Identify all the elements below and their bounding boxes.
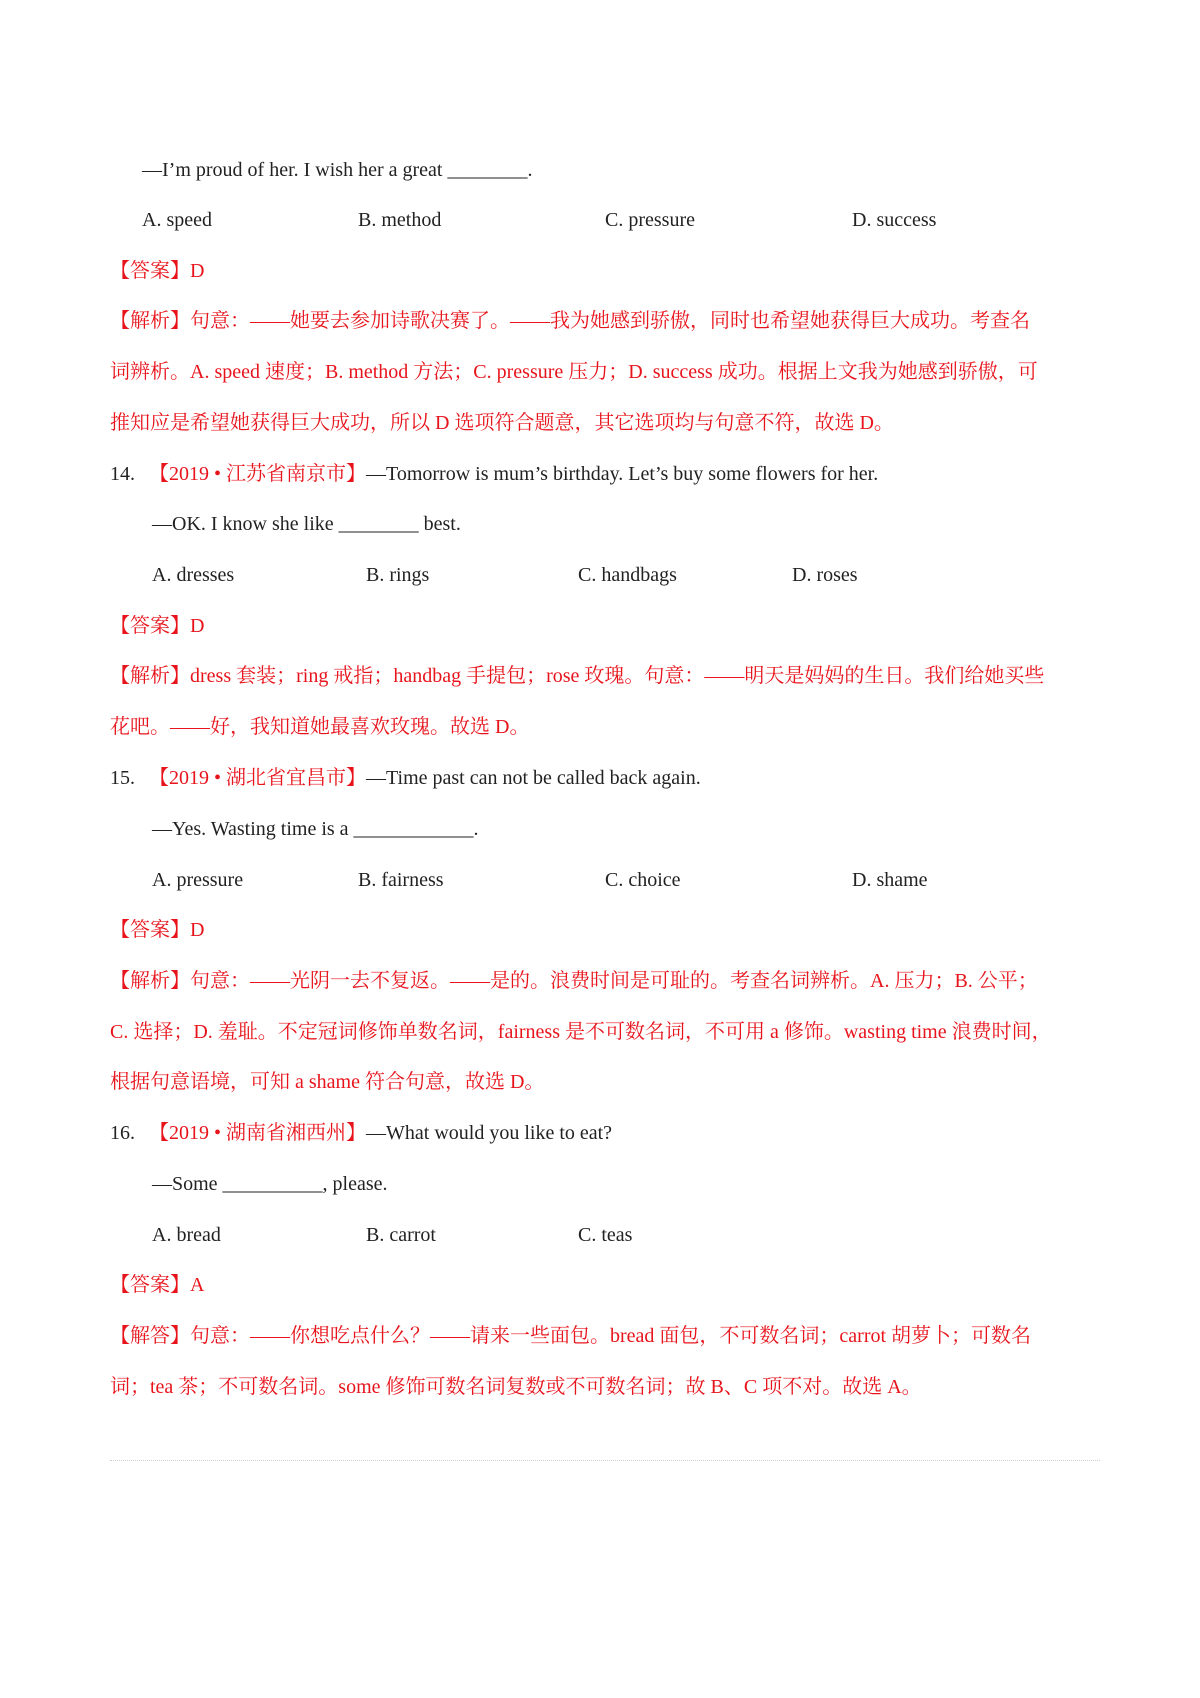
q14-heading	[110, 460, 878, 488]
q16-analysis-line-1: 【解答】句意：——你想吃点什么？——请来一些面包。bread 面包，不可数名词；carrot 胡萝卜；可数名	[110, 1325, 1032, 1347]
q16-option-b: B. carrot	[366, 1224, 436, 1246]
q14-option-c: C. handbags	[578, 564, 677, 586]
q14-source: 【2019 • 江苏省南京市】	[149, 463, 367, 485]
q16-option-c: C. teas	[578, 1224, 633, 1246]
q15-answer: 【答案】D	[110, 919, 205, 941]
q13-option-c: C. pressure	[605, 209, 695, 231]
q14-option-a: A. dresses	[152, 564, 235, 586]
q15-analysis-line-3: 根据句意语境，可知 a shame 符合句意，故选 D。	[110, 1071, 545, 1093]
q15-reply: —Yes. Wasting time is a ____________.	[152, 818, 479, 840]
q16-prompt: —What would you like to eat?	[366, 1122, 613, 1144]
q14-analysis-line-1: 【解析】dress 套装；ring 戒指；handbag 手提包；rose 玫瑰。句意：——明天是妈妈的生日。我们给她买些	[110, 665, 1045, 687]
q14-number: 14.	[110, 463, 135, 485]
q15-option-d: D. shame	[852, 869, 928, 891]
q14-answer: 【答案】D	[110, 615, 205, 637]
page-divider	[110, 1460, 1100, 1461]
q13-option-a: A. speed	[142, 209, 212, 231]
q16-option-a: A. bread	[152, 1224, 221, 1246]
q14-analysis-line-2: 花吧。——好，我知道她最喜欢玫瑰。故选 D。	[110, 716, 530, 738]
q16-reply: —Some __________, please.	[152, 1173, 388, 1195]
q15-option-b: B. fairness	[358, 869, 444, 891]
q13-option-b: B. method	[358, 209, 442, 231]
q15-analysis-line-2: C. 选择；D. 羞耻。不定冠词修饰单数名词，fairness 是不可数名词，不可用 a 修饰。wasting time 浪费时间，	[110, 1021, 1052, 1043]
q15-prompt: —Time past can not be called back again.	[366, 767, 701, 789]
q13-reply: —I’m proud of her. I wish her a great ________.	[142, 159, 533, 181]
q13-answer: 【答案】D	[110, 260, 205, 282]
q16-number: 16.	[110, 1122, 135, 1144]
q15-number: 15.	[110, 767, 135, 789]
q13-option-d: D. success	[852, 209, 937, 231]
q14-option-d: D. roses	[792, 564, 858, 586]
q14-reply: —OK. I know she like ________ best.	[152, 513, 461, 535]
q15-option-a: A. pressure	[152, 869, 244, 891]
q15-source: 【2019 • 湖北省宜昌市】	[149, 767, 367, 789]
q16-answer: 【答案】A	[110, 1274, 205, 1296]
q15-option-c: C. choice	[605, 869, 681, 891]
q14-prompt: —Tomorrow is mum’s birthday. Let’s buy some flowers for her.	[366, 463, 879, 485]
q16-source: 【2019 • 湖南省湘西州】	[149, 1122, 367, 1144]
q16-analysis-line-2: 词；tea 茶；不可数名词。some 修饰可数名词复数或不可数名词；故 B、C 项不对。故选 A。	[110, 1376, 922, 1398]
q15-heading	[110, 764, 701, 792]
q14-option-b: B. rings	[366, 564, 430, 586]
q13-analysis-line-3: 推知应是希望她获得巨大成功，所以 D 选项符合题意，其它选项均与句意不符，故选 D。	[110, 412, 894, 434]
q16-heading	[110, 1119, 612, 1147]
q15-analysis-line-1: 【解析】句意：——光阴一去不复返。——是的。浪费时间是可耻的。考查名词辨析。A. 压力；B. 公平；	[110, 970, 1038, 992]
q13-analysis-line-1: 【解析】句意：——她要去参加诗歌决赛了。——我为她感到骄傲，同时也希望她获得巨大成功。考查名	[110, 310, 1030, 332]
q13-analysis-line-2: 词辨析。A. speed 速度；B. method 方法；C. pressure 压力；D. success 成功。根据上文我为她感到骄傲，可	[110, 361, 1038, 383]
